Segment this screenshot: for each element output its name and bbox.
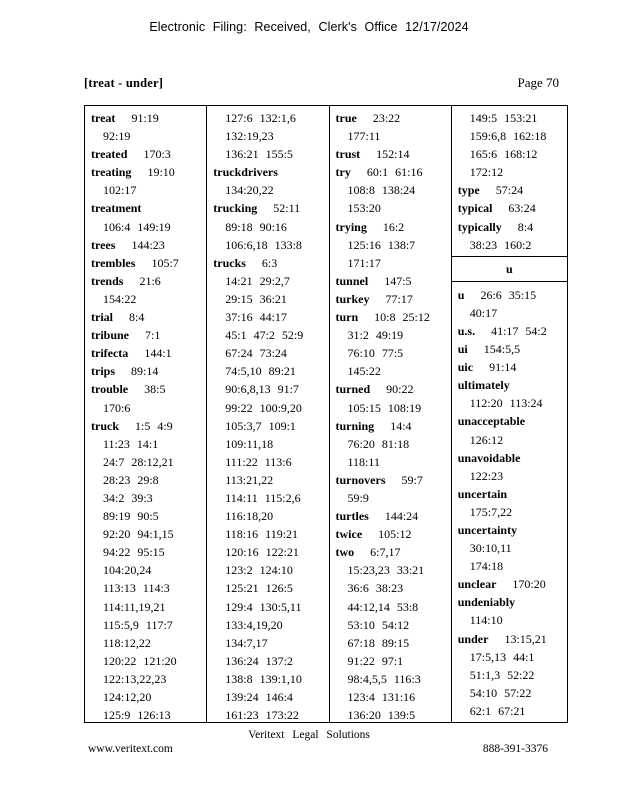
index-term: trees [91, 237, 116, 252]
index-references: 89:14 [131, 364, 159, 379]
index-references: 44:12,14 53:8 [347, 599, 419, 614]
index-term: treatment [91, 201, 142, 216]
index-references: 111:22 113:6 [225, 454, 292, 469]
index-entry-first-line [458, 199, 567, 217]
index-references: 152:14 [376, 147, 410, 162]
index-term: ultimately [457, 378, 510, 393]
index-column-1 [85, 106, 207, 722]
index-references: 59:9 [347, 490, 369, 505]
index-column-4 [452, 106, 567, 722]
index-term: turtles [335, 509, 369, 524]
index-entry [91, 308, 206, 326]
index-term: unacceptable [457, 414, 526, 429]
index-entry [91, 417, 206, 722]
index-references: 62:1 67:21 [469, 703, 526, 718]
index-references: 129:4 130:5,11 [225, 599, 302, 614]
index-references: 124:12,20 [103, 690, 152, 704]
index-entry [91, 199, 206, 235]
index-references: 34:2 39:3 [103, 490, 153, 505]
index-entry-first-line [91, 163, 206, 181]
index-entry [458, 358, 567, 376]
index-references: 45:1 47:2 52:9 [225, 328, 304, 343]
index-entry [91, 326, 206, 344]
index-entry-first-line [458, 286, 567, 304]
index-term: unavoidable [457, 450, 521, 465]
index-term: tribune [91, 328, 130, 343]
index-references: 154:22 [103, 291, 137, 306]
index-entry [458, 630, 567, 720]
index-references: 120:22 121:20 [103, 653, 177, 668]
index-references: 145:22 [347, 364, 381, 379]
index-entry-first-line [336, 525, 451, 543]
index-references: 104:20,24 [103, 563, 152, 578]
index-references: 89:18 90:16 [225, 219, 287, 234]
index-references: 154:5,5 [483, 342, 521, 357]
index-column-2 [207, 106, 329, 722]
index-entry-first-line [213, 199, 328, 217]
index-entry-first-line [336, 163, 451, 181]
index-references: 53:10 54:12 [347, 617, 410, 632]
index-references: 67:24 73:24 [225, 346, 287, 361]
index-references: 159:6,8 162:18 [469, 129, 547, 144]
index-entry [336, 218, 451, 272]
index-term: treated [91, 147, 128, 162]
index-entry [458, 286, 567, 322]
index-entry [336, 163, 451, 217]
index-references: 123:2 124:10 [225, 563, 293, 578]
index-term: trembles [91, 255, 136, 270]
index-term: twice [335, 527, 363, 542]
index-term: typical [457, 201, 493, 216]
index-references: 118:12,22 [103, 635, 151, 650]
index-entry [336, 380, 451, 416]
index-entry-first-line [91, 417, 206, 435]
index-entry-first-line [458, 575, 567, 593]
index-references: 123:4 131:16 [347, 690, 416, 704]
index-references: 98:4,5,5 116:3 [347, 671, 421, 686]
index-references: 136:20 139:5 [347, 708, 416, 722]
index-entry-first-line [91, 344, 206, 362]
index-references: 175:7,22 [469, 504, 513, 519]
index-entry [336, 507, 451, 525]
index-references: 11:23 14:1 [103, 436, 159, 451]
index-references: 63:24 [508, 201, 536, 216]
index-references: 106:4 149:19 [103, 219, 171, 234]
word-index-table [84, 105, 568, 723]
index-references: 77:17 [385, 291, 413, 306]
index-entry [336, 290, 451, 308]
index-references: 139:24 146:4 [225, 690, 293, 704]
index-entry-first-line [458, 449, 567, 467]
index-references: 138:8 139:1,10 [225, 671, 302, 686]
index-references: 133:4,19,20 [225, 617, 283, 632]
index-references: 113:21,22 [225, 472, 274, 487]
filing-stamp: Electronic Filing: Received, Clerk's Office 12/17/2024 [149, 20, 469, 34]
index-entry-first-line [458, 593, 567, 611]
index-entry-first-line [336, 109, 451, 127]
index-references: 92:20 94:1,15 [103, 527, 174, 542]
index-entry-first-line [336, 145, 451, 163]
index-references: 6:7,17 [370, 545, 401, 560]
index-references: 8:4 [517, 219, 534, 234]
index-references: 99:22 100:9,20 [225, 400, 302, 415]
index-entry [91, 163, 206, 199]
index-references: 144:24 [384, 509, 419, 524]
index-references: 109:11,18 [225, 436, 274, 451]
index-term: uncertain [457, 486, 508, 501]
index-references: 105:7 [151, 255, 179, 270]
index-entry [336, 308, 451, 380]
index-references: 7:1 [145, 328, 161, 343]
index-references: 57:24 [495, 183, 524, 198]
index-references: 37:16 44:17 [225, 310, 287, 325]
index-entry [91, 362, 206, 380]
index-term: trouble [91, 382, 129, 397]
index-entry [213, 109, 328, 163]
index-references: 136:24 137:2 [225, 653, 293, 668]
index-references: 31:2 49:19 [347, 328, 404, 343]
index-references: 136:21 155:5 [225, 147, 293, 162]
index-entry-first-line [336, 290, 451, 308]
footer-company: Veritext Legal Solutions [248, 729, 370, 741]
index-references: 1:5 4:9 [135, 418, 173, 433]
index-references: 144:1 [144, 346, 172, 361]
index-references: 153:20 [347, 201, 381, 216]
index-references: 134:20,22 [225, 183, 274, 198]
index-term: trucking [213, 201, 258, 216]
index-column-4-top [452, 109, 567, 254]
index-entry [91, 236, 206, 254]
index-references: 116:18,20 [225, 509, 274, 524]
index-references: 17:5,13 44:1 [469, 649, 535, 664]
index-references: 24:7 28:12,21 [103, 454, 174, 469]
index-references: 14:21 29:2,7 [225, 273, 290, 288]
index-references: 132:19,23 [225, 129, 274, 144]
index-term: tunnel [335, 273, 369, 288]
index-references: 161:23 173:22 [225, 708, 299, 722]
index-term: uic [457, 360, 474, 375]
index-term: trying [335, 219, 367, 234]
index-entry-first-line [458, 376, 567, 394]
page-number: Page 70 [517, 75, 559, 90]
index-references: 51:1,3 52:22 [469, 667, 535, 682]
index-entry-first-line [91, 362, 206, 380]
index-references: 125:21 126:5 [225, 581, 293, 596]
index-references: 60:1 61:16 [366, 165, 423, 180]
index-references: 67:18 89:15 [347, 635, 410, 650]
index-term: turned [335, 382, 371, 397]
index-references: 10:8 25:12 [374, 310, 430, 325]
index-entry-first-line [336, 543, 451, 561]
index-entry [336, 525, 451, 543]
index-references: 172:12 [469, 165, 504, 180]
index-term: two [335, 545, 355, 560]
index-entry [458, 593, 567, 629]
index-references: 134:7,17 [225, 635, 268, 650]
index-entry [336, 145, 451, 163]
index-entry [213, 199, 328, 253]
index-entry [91, 380, 206, 416]
index-entry [458, 218, 567, 254]
index-term: treating [91, 165, 132, 180]
index-term: under [457, 631, 489, 646]
index-references: 105:3,7 109:1 [225, 418, 296, 433]
index-entry [458, 109, 567, 181]
index-entry-first-line [213, 163, 328, 181]
index-references: 108:8 138:24 [347, 183, 416, 198]
index-entry-first-line [336, 507, 451, 525]
index-references: 127:6 132:1,6 [225, 111, 296, 125]
index-references: 147:5 [384, 273, 412, 288]
index-references: 13:15,21 [504, 631, 547, 646]
index-entry-first-line [336, 218, 451, 236]
index-term: turnovers [335, 472, 386, 487]
index-entry-first-line [91, 254, 206, 272]
index-references: 40:17 [469, 305, 498, 320]
index-entry-first-line [336, 380, 451, 398]
index-entry-first-line [213, 109, 328, 127]
index-term: trips [91, 364, 115, 379]
index-entry [336, 417, 451, 471]
index-references: 102:17 [103, 183, 137, 198]
index-entry [336, 543, 451, 722]
index-entry-first-line [91, 236, 206, 254]
index-entry [458, 449, 567, 485]
index-references: 170:6 [103, 400, 131, 415]
index-term: trifecta [91, 346, 129, 361]
index-references: 29:15 36:21 [225, 291, 287, 306]
index-term: trends [91, 273, 124, 288]
index-entry-first-line [336, 308, 451, 326]
index-references: 125:9 126:13 [103, 708, 171, 722]
index-references: 8:4 [129, 310, 145, 325]
index-term: trucks [213, 255, 246, 270]
footer-phone: 888-391-3376 [482, 743, 548, 755]
index-entry [458, 181, 567, 199]
index-references: 174:18 [469, 559, 504, 574]
index-entry-first-line [91, 326, 206, 344]
index-entry-first-line [213, 254, 328, 272]
index-references: 91:22 97:1 [347, 653, 404, 668]
index-entry-first-line [458, 630, 567, 648]
index-references: 91:14 [489, 360, 517, 375]
index-entry [458, 199, 567, 217]
index-term: try [335, 165, 351, 180]
index-entry-first-line [336, 471, 451, 489]
index-references: 6:3 [261, 255, 278, 270]
index-term: undeniably [457, 595, 516, 610]
index-entry [458, 322, 567, 340]
index-column-4-bottom [452, 286, 567, 720]
index-references: 14:4 [390, 418, 412, 433]
index-entry [336, 471, 451, 507]
index-references: 171:17 [347, 255, 381, 270]
index-references: 120:16 122:21 [225, 545, 299, 560]
index-entry-first-line [458, 340, 567, 358]
index-references: 144:23 [131, 237, 165, 252]
index-references: 26:6 35:15 [480, 287, 537, 302]
index-entry-first-line [91, 109, 206, 127]
index-references: 165:6 168:12 [469, 147, 538, 162]
index-references: 16:2 [382, 219, 405, 234]
index-term: ui [457, 342, 468, 357]
index-references: 170:20 [512, 577, 546, 592]
index-references: 90:22 [386, 382, 414, 397]
index-references: 21:6 [139, 273, 161, 288]
index-term: turn [335, 310, 359, 325]
index-references: 52:11 [273, 201, 301, 216]
index-entry-first-line [458, 322, 567, 340]
index-references: 105:12 [378, 527, 412, 542]
index-references: 90:6,8,13 91:7 [225, 382, 299, 397]
index-entry [336, 109, 451, 145]
index-column-3 [330, 106, 452, 722]
index-entry [458, 376, 567, 412]
index-range-label: [treat - under] [84, 76, 164, 90]
index-references: 89:19 90:5 [103, 509, 159, 524]
index-term: trust [335, 147, 361, 162]
index-entry-first-line [458, 521, 567, 539]
index-term: type [457, 183, 480, 198]
index-references: 115:5,9 117:7 [103, 617, 173, 632]
index-entry [91, 254, 206, 272]
index-entry [91, 145, 206, 163]
index-references: 114:11 115:2,6 [225, 490, 301, 505]
index-references: 114:11,19,21 [103, 599, 166, 614]
index-entry-first-line [336, 417, 451, 435]
index-references: 41:17 54:2 [491, 323, 547, 338]
index-term: unclear [457, 577, 497, 592]
index-references: 118:11 [347, 454, 380, 469]
index-entry [458, 521, 567, 575]
index-references: 126:12 [469, 432, 504, 447]
index-term: typically [457, 219, 502, 234]
index-references: 118:16 119:21 [225, 527, 299, 542]
index-references: 149:5 153:21 [469, 111, 538, 125]
index-references: 106:6,18 133:8 [225, 237, 302, 252]
index-entry [91, 272, 206, 308]
index-references: 105:15 108:19 [347, 400, 422, 415]
index-entry-first-line [458, 181, 567, 199]
index-entry-first-line [458, 485, 567, 503]
index-references: 170:3 [143, 147, 171, 162]
footer-website: www.veritext.com [88, 743, 173, 755]
index-references: 125:16 138:7 [347, 237, 416, 252]
index-entry-first-line [91, 308, 206, 326]
index-term: u [457, 287, 465, 302]
index-entry-first-line [458, 412, 567, 430]
index-references: 15:23,23 33:21 [347, 563, 425, 578]
index-entry-first-line [91, 145, 206, 163]
index-references: 122:13,22,23 [103, 671, 167, 686]
index-entry-first-line [91, 199, 206, 217]
index-term: uncertainty [457, 522, 518, 537]
index-entry-first-line [458, 109, 567, 127]
index-term: true [335, 111, 357, 125]
index-entry [458, 340, 567, 358]
index-references: 76:20 81:18 [347, 436, 410, 451]
index-entry [213, 163, 328, 199]
index-term: turning [335, 418, 375, 433]
index-references: 74:5,10 89:21 [225, 364, 296, 379]
index-references: 36:6 38:23 [347, 581, 404, 596]
index-entry [213, 254, 328, 722]
index-references: 94:22 95:15 [103, 545, 165, 560]
index-references: 91:19 [131, 111, 159, 125]
index-term: treat [91, 111, 116, 125]
index-term: u.s. [457, 323, 476, 338]
section-letter-heading: u [452, 256, 567, 282]
index-references: 112:20 113:24 [469, 396, 543, 411]
index-entry-first-line [458, 358, 567, 376]
index-references: 92:19 [103, 129, 131, 144]
index-references: 122:23 [469, 468, 504, 483]
index-references: 114:10 [469, 613, 503, 628]
index-term: trial [91, 310, 113, 325]
index-references: 177:11 [347, 129, 381, 144]
index-entry-first-line [91, 380, 206, 398]
index-references: 30:10,11 [469, 541, 512, 556]
index-entry-first-line [91, 272, 206, 290]
index-term: turkey [335, 291, 370, 306]
index-references: 54:10 57:22 [469, 685, 532, 700]
index-references: 28:23 29:8 [103, 472, 159, 487]
index-entry [91, 344, 206, 362]
index-references: 76:10 77:5 [347, 346, 404, 361]
index-entry [91, 109, 206, 145]
index-references: 23:22 [372, 111, 401, 125]
index-references: 38:23 160:2 [469, 237, 532, 252]
index-references: 59:7 [401, 472, 423, 487]
index-entry [458, 412, 567, 448]
index-entry-first-line [458, 218, 567, 236]
index-references: 113:13 114:3 [103, 581, 170, 596]
index-term: truck [91, 418, 119, 433]
index-entry [458, 575, 567, 593]
index-entry [336, 272, 451, 290]
index-term: truckdrivers [213, 165, 278, 180]
index-references: 38:5 [144, 382, 166, 397]
index-entry-first-line [336, 272, 451, 290]
index-references: 19:10 [147, 165, 175, 180]
index-entry [458, 485, 567, 521]
